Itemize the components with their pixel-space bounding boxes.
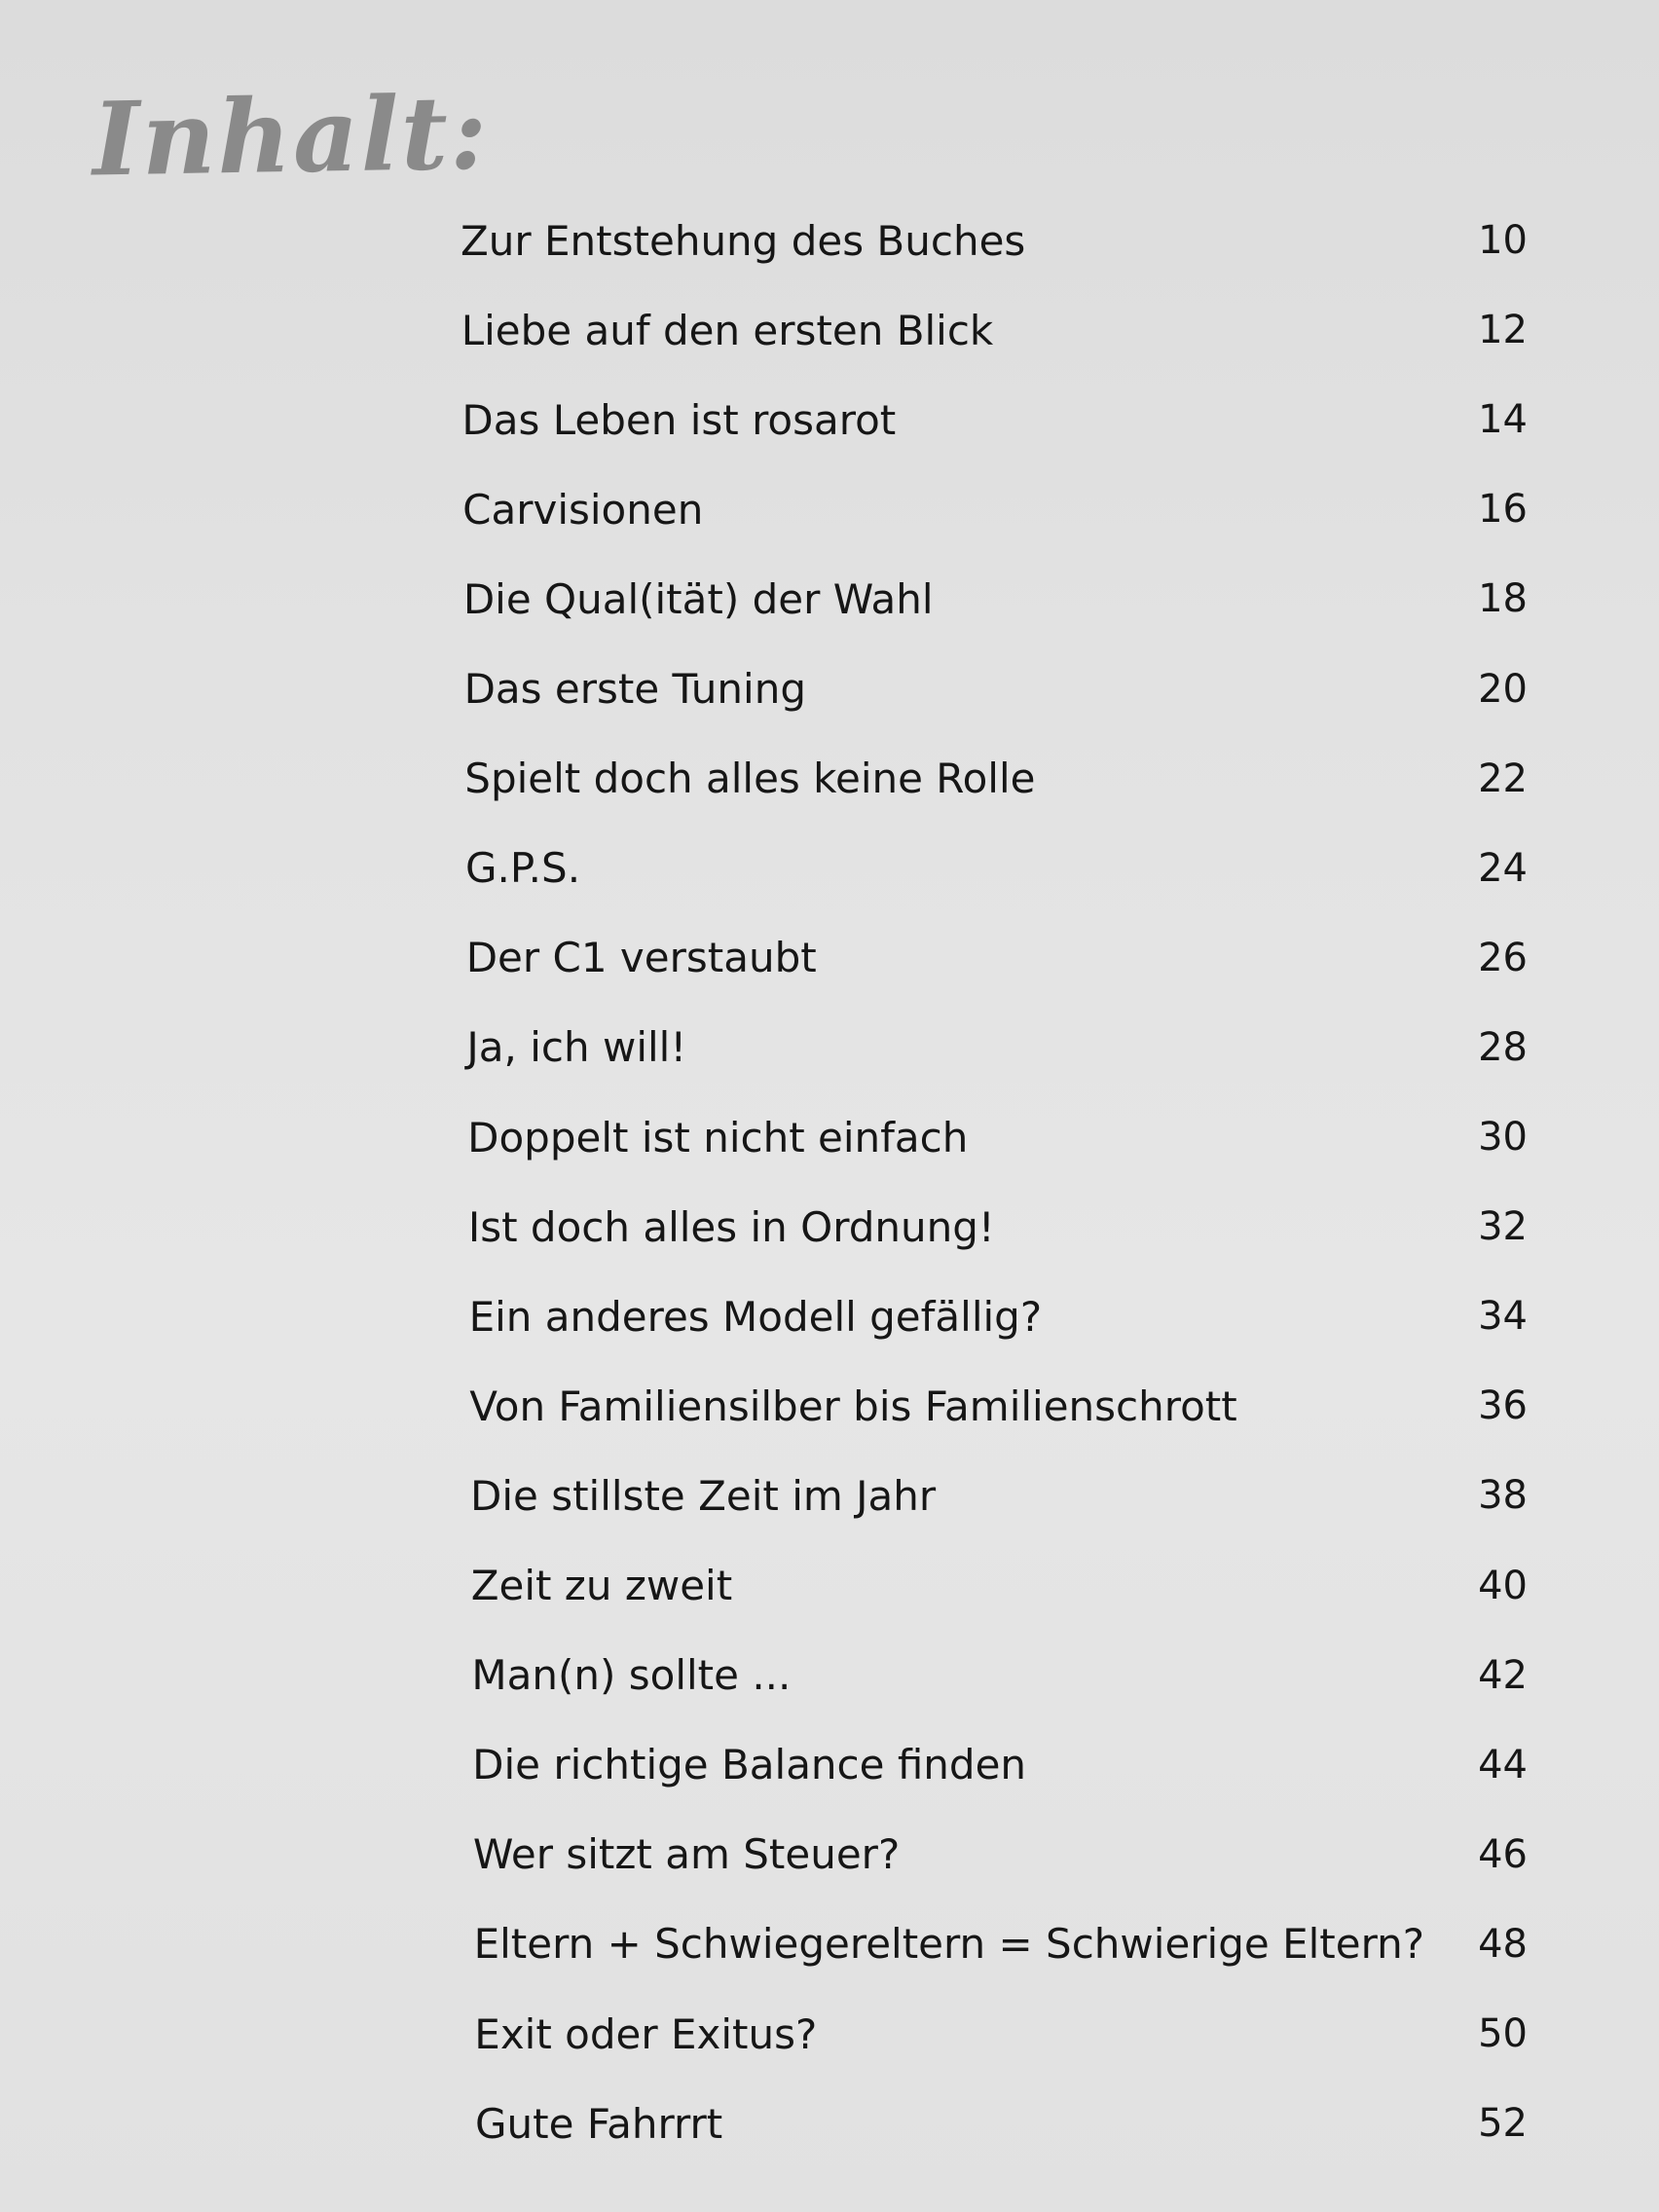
toc-entry-title: Man(n) sollte ... [471, 1651, 792, 1700]
toc-entry [464, 650, 1528, 728]
toc-entry [472, 1726, 1528, 1804]
toc-entry [464, 740, 1528, 818]
toc-entry-page-number: 32 [1478, 1204, 1528, 1250]
toc-entry-title: Die stillste Zeit im Jahr [470, 1471, 937, 1520]
toc-entry-title: Doppelt ist nicht einfach [467, 1113, 969, 1161]
toc-entry-title: Der C1 verstaubt [465, 934, 817, 982]
toc-entry-title: Zeit zu zweit [470, 1562, 733, 1609]
toc-entry-title: Liebe auf den ersten Blick [461, 306, 994, 354]
toc-entry-title: Gute Fahrrrt [475, 2099, 723, 2148]
toc-entry-title: Wer sitzt am Steuer? [472, 1830, 901, 1879]
toc-entry-title: Die richtige Balance finden [472, 1741, 1027, 1789]
toc-entry [461, 291, 1528, 369]
toc-entry-title: Ein anderes Modell gefällig? [468, 1292, 1043, 1341]
toc-entry-title: Zur Entstehung des Buches [461, 216, 1026, 265]
toc-entry [462, 470, 1528, 548]
toc-entry-title: Eltern + Schwiegereltern = Schwierige Eltern? [473, 1920, 1425, 1969]
toc-entry-title: Die Qual(ität) der Wahl [462, 574, 934, 623]
toc-entry-title: Spielt doch alles keine Rolle [464, 755, 1036, 803]
toc-entry-page-number: 10 [1478, 218, 1528, 263]
toc-entry-page-number: 42 [1478, 1652, 1528, 1698]
toc-entry [461, 202, 1528, 279]
toc-entry-title: Das Leben ist rosarot [461, 395, 897, 444]
toc-entry-page-number: 34 [1478, 1294, 1528, 1340]
toc-entry-title: Ja, ich will! [466, 1023, 687, 1072]
toc-entry [474, 1905, 1528, 1983]
toc-entry-page-number: 38 [1478, 1473, 1528, 1519]
toc-entry [469, 1277, 1528, 1355]
toc-entry-page-number: 20 [1478, 666, 1528, 712]
toc-entry-page-number: 46 [1478, 1831, 1528, 1877]
toc-entry-page-number: 48 [1478, 1921, 1528, 1967]
toc-entry-title: Das erste Tuning [463, 665, 806, 713]
toc-entry-page-number: 22 [1478, 756, 1528, 801]
toc-entry-page-number: 36 [1478, 1383, 1528, 1429]
toc-entry [463, 560, 1528, 638]
toc-entry-page-number: 40 [1478, 1563, 1528, 1608]
toc-entry-page-number: 28 [1478, 1024, 1528, 1070]
toc-entry [475, 2084, 1528, 2162]
toc-entry-title: Exit oder Exitus? [474, 2009, 818, 2058]
toc-entry-page-number: 44 [1478, 1742, 1528, 1788]
toc-entry-title: Von Familiensilber bis Familienschrott [469, 1382, 1237, 1430]
toc-entry-page-number: 12 [1478, 308, 1528, 353]
toc-entry [468, 1188, 1528, 1266]
toc-entry [473, 1816, 1528, 1894]
toc-entry-page-number: 16 [1478, 487, 1528, 533]
toc-entry [471, 1547, 1528, 1625]
toc-entry-page-number: 30 [1478, 1115, 1528, 1160]
page-title: Inhalt: [91, 72, 491, 200]
toc-entry-page-number: 50 [1478, 2011, 1528, 2056]
toc-entry [467, 1098, 1528, 1176]
toc-entry [474, 1995, 1528, 2073]
toc-entry-title: Ist doch alles in Ordnung! [467, 1202, 995, 1251]
toc-entry-page-number: 18 [1478, 576, 1528, 622]
toc-entry-page-number: 24 [1478, 845, 1528, 891]
toc-entry-title: Carvisionen [462, 485, 704, 534]
toc-entry [466, 1009, 1528, 1087]
toc-entry [461, 381, 1528, 459]
toc-entry [471, 1637, 1528, 1714]
toc-entry [469, 1367, 1528, 1445]
toc-entry [465, 830, 1528, 907]
toc-entry [466, 919, 1528, 997]
toc-entry-page-number: 14 [1478, 397, 1528, 443]
toc-entry [470, 1456, 1528, 1534]
toc-entry-page-number: 52 [1478, 2101, 1528, 2147]
toc-entry-page-number: 26 [1478, 935, 1528, 980]
toc-entry-title: G.P.S. [465, 844, 581, 893]
